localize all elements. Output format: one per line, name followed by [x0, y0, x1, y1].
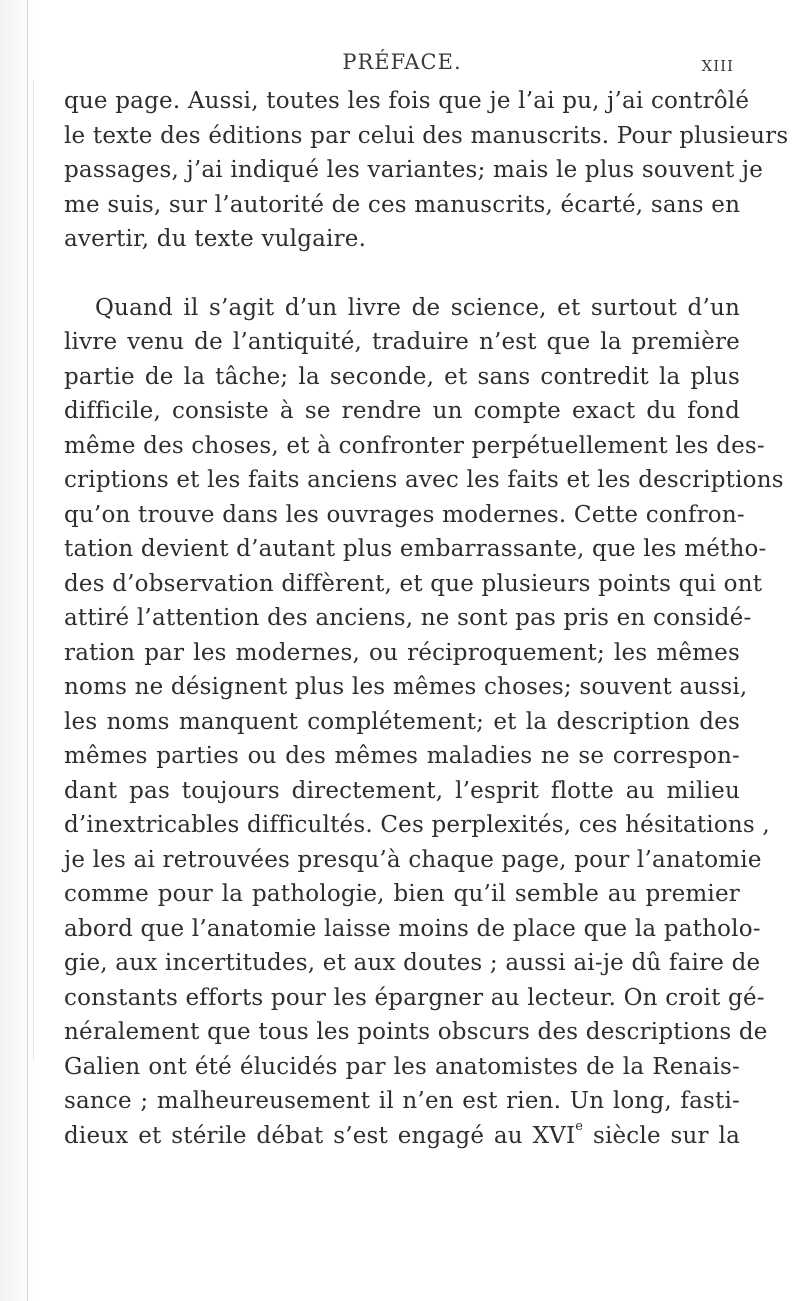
text-line-last [64, 1119, 740, 1154]
text-line: Galien ont été élucidés par les anatomistes de la Renais- [64, 1053, 740, 1080]
text-line: les noms manquent complétement; et la description des [64, 708, 740, 735]
text-line: qu’on trouve dans les ouvrages modernes. Cette confron- [64, 501, 745, 528]
book-page [64, 40, 789, 1153]
text-line: mêmes parties ou des mêmes maladies ne se correspon- [64, 743, 740, 769]
text-line: difficile, consiste à se rendre un compte exact du fond [64, 398, 740, 424]
text-fragment: dieux et stérile débat s’est engagé au XVI [64, 1122, 576, 1149]
text-line: d’inextricables difficultés. Ces perplexités, ces hésitations , [64, 812, 770, 838]
page-header [64, 40, 740, 84]
text-line: dant pas toujours directement, l’esprit flotte au milieu [64, 777, 740, 804]
text-line: livre venu de l’antiquité, traduire n’est que la première [64, 329, 740, 355]
text-line: que page. Aussi, toutes les fois que je l’ai pu, j’ai contrôlé [64, 88, 750, 114]
paragraph-2 [64, 291, 784, 1154]
text-line: le texte des éditions par celui des manuscrits. Pour plusieurs [64, 122, 789, 149]
text-line: constants efforts pour les épargner au lecteur. On croit gé- [64, 984, 765, 1011]
text-line: je les ai retrouvées presqu’à chaque page, pour l’anatomie [64, 846, 762, 873]
text-line: Quand il s’agit d’un livre de science, et surtout d’un [95, 294, 740, 321]
text-line: criptions et les faits anciens avec les faits et les descriptions [64, 467, 784, 493]
body-text [64, 84, 789, 1153]
text-line: comme pour la pathologie, bien qu’il semble au premier [64, 881, 740, 907]
binding-edge-line [27, 0, 28, 1301]
text-line: des d’observation diffèrent, et que plusieurs points qui ont [64, 570, 763, 597]
text-line: avertir, du texte vulgaire. [64, 226, 367, 252]
text-line: passages, j’ai indiqué les variantes; mais le plus souvent je [64, 157, 764, 183]
text-line: me suis, sur l’autorité de ces manuscrits, écarté, sans en [64, 191, 741, 218]
text-line: néralement que tous les points obscurs des descriptions de [64, 1019, 768, 1045]
text-line: tation devient d’autant plus embarrassante, que les métho- [64, 536, 767, 562]
binding-edge-line-inner [33, 80, 34, 1060]
paragraph-1 [64, 84, 789, 257]
text-line: noms ne désignent plus les mêmes choses; souvent aussi, [64, 674, 748, 700]
paragraph-gap [64, 257, 740, 291]
text-line: abord que l’anatomie laisse moins de place que la patholo- [64, 915, 761, 942]
superscript: e [575, 1118, 584, 1134]
running-title: PRÉFACE. [342, 50, 462, 74]
page-number: XIII [701, 57, 734, 75]
text-line: sance ; malheureusement il n’en est rien. Un long, fasti- [64, 1088, 740, 1114]
text-line: partie de la tâche; la seconde, et sans contredit la plus [64, 363, 740, 390]
text-line: attiré l’attention des anciens, ne sont pas pris en considé- [64, 605, 752, 631]
text-line: gie, aux incertitudes, et aux doutes ; aussi ai-je dû faire de [64, 950, 761, 976]
text-fragment: siècle sur la [583, 1122, 740, 1149]
text-line: même des choses, et à confronter perpétuellement les des- [64, 432, 765, 459]
text-line: ration par les modernes, ou réciproquement; les mêmes [64, 639, 740, 666]
page-binding-shadow [0, 0, 34, 1301]
